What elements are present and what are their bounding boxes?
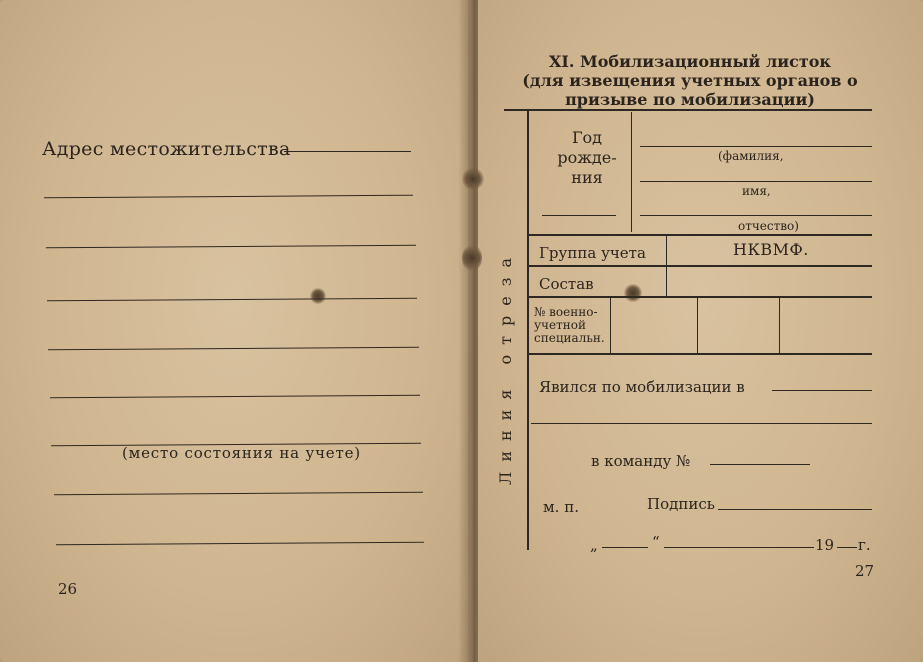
stain-mark	[310, 288, 326, 304]
birth-year-label-l1: Год	[571, 128, 603, 147]
date-month-line	[664, 547, 814, 548]
birth-year-label-l2: рожде-	[557, 148, 617, 167]
birth-year-line	[542, 215, 616, 216]
mobilization-label: Явился по мобилизации в	[539, 378, 745, 396]
birth-year-label-l3: ния	[571, 168, 603, 187]
patronymic-label: отчество)	[738, 219, 799, 233]
team-label: в команду №	[591, 452, 691, 470]
form-title-line1: XI. Мобилизационный листок	[549, 52, 831, 71]
birth-year-divider	[631, 112, 632, 232]
form-title-line2: (для извещения учетных органов о	[522, 71, 858, 90]
name-line	[640, 181, 872, 182]
mil-specialty-label-l1: № военно-	[534, 305, 598, 319]
specialty-bottom-line	[529, 353, 872, 355]
mil-specialty-label-l3: специальн.	[534, 331, 605, 345]
registration-group-label: Группа учета	[539, 244, 646, 262]
group-bottom-line	[529, 265, 872, 267]
signature-label: Подпись	[647, 495, 715, 513]
form-title-line3: призыве по мобилизации)	[565, 90, 815, 109]
date-quote-open: „	[590, 536, 598, 554]
patronymic-line	[640, 215, 872, 216]
title-underline	[504, 109, 872, 111]
registration-place-label: (место состояния на учете)	[122, 444, 361, 462]
cut-line	[527, 110, 529, 550]
signature-line	[718, 509, 872, 510]
registration-group-value: НКВМФ.	[733, 240, 809, 259]
surname-line	[640, 146, 872, 147]
page-number-left: 26	[58, 580, 78, 598]
page-number-right: 27	[855, 562, 875, 580]
birth-year-label	[547, 128, 627, 188]
date-quote-close: “	[652, 533, 660, 551]
date-year-label: 19	[815, 536, 835, 554]
cut-line-column	[488, 180, 528, 490]
group-top-line	[529, 234, 872, 236]
composition-bottom-line	[529, 296, 872, 298]
date-year-suffix: г.	[858, 536, 871, 554]
stain-mark	[624, 284, 642, 302]
surname-label: (фамилия,	[718, 149, 784, 163]
specialty-divider	[779, 298, 780, 353]
mobilization-line	[531, 423, 872, 424]
date-year-line	[837, 547, 857, 548]
address-label: Адрес местожительства	[42, 138, 291, 160]
name-label: имя,	[742, 184, 771, 198]
date-day-line	[602, 547, 648, 548]
mobilization-line	[772, 390, 872, 391]
specialty-divider	[697, 298, 698, 353]
team-number-line	[710, 464, 810, 465]
form-title	[510, 52, 870, 109]
composition-label: Состав	[539, 275, 594, 293]
stain-mark	[462, 168, 484, 190]
specialty-divider	[610, 298, 611, 353]
stain-mark	[462, 244, 482, 272]
address-line	[284, 151, 411, 152]
mil-specialty-label-l2: учетной	[534, 318, 586, 332]
cut-line-label: Линия отреза	[496, 248, 515, 485]
mil-specialty-label	[534, 306, 605, 345]
seal-label: м. п.	[543, 498, 579, 516]
